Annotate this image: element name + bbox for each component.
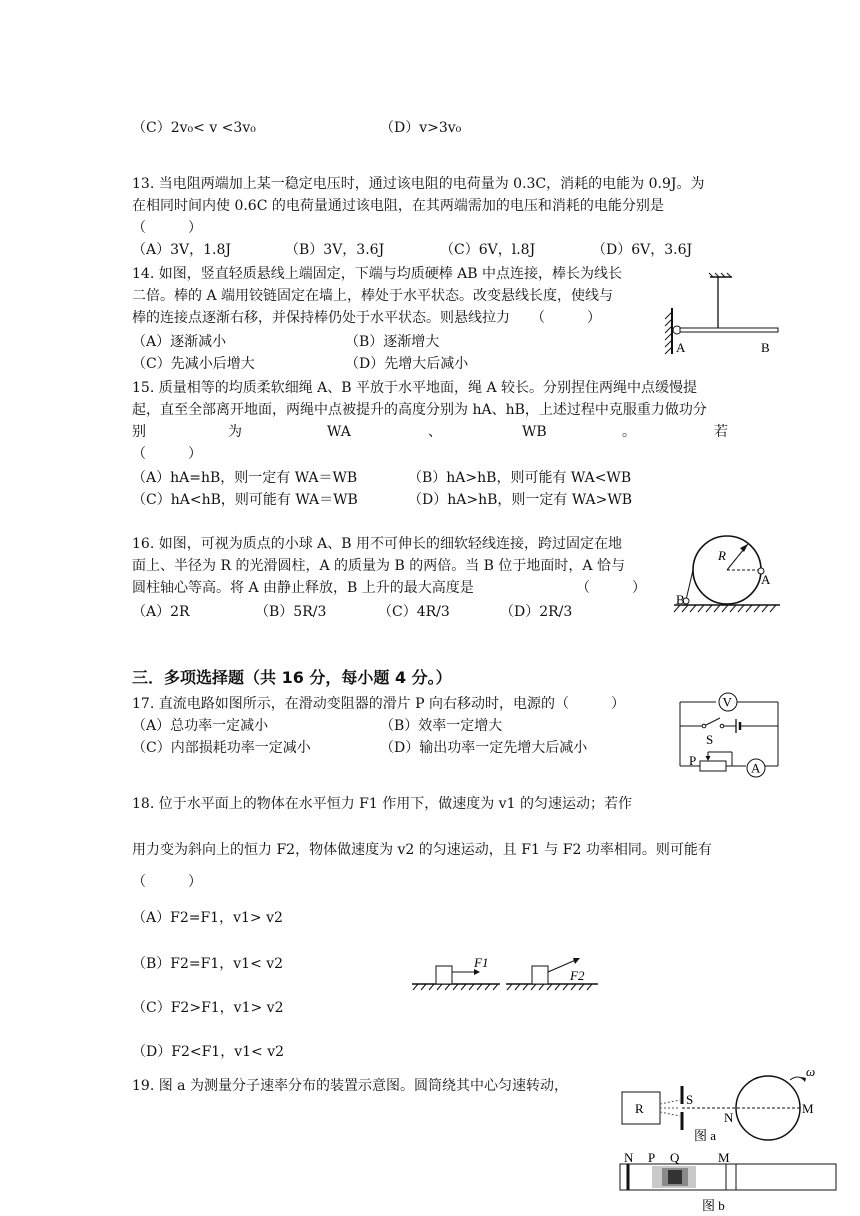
q17-circuit-figure [676,686,782,782]
q17-option-d: （D）输出功率一定先增大后减小 [380,740,588,756]
q13-option-a: （A）3V，1.8J [132,242,232,258]
q16-option-d: （D）2R/3 [500,604,573,620]
q17-fig-label-p: P [689,753,697,768]
q15-line3-f: 。 [622,424,636,440]
q17-fig-label-v: V [722,694,732,710]
q14-option-a: （A）逐渐减小 [132,334,227,350]
q19-figb-label-p: P [648,1150,656,1165]
q16-fig-label-a: A [761,572,771,587]
q15-line3-a: 别 [132,424,146,440]
q19-figa-label-s: S [686,1092,694,1107]
q14-fig-label-a: A [676,340,686,355]
q14-fig-label-b: B [761,340,770,355]
q12-option-c: （C）2v₀< v <3v₀ [132,120,256,136]
q14-figure [660,272,790,356]
q19-figures [618,1064,840,1214]
q15-line3-c: WA [327,424,351,440]
q17-line1: 17. 直流电路如图所示，在滑动变阻器的滑片 P 向右移动时，电源的（ ） [132,696,626,712]
q14-line2: 二倍。棒的 A 端用铰链固定在墙上，棒处于水平状态。改变悬线长度，使线与 [132,288,614,304]
q17-fig-label-a: A [751,760,761,776]
q14-option-c: （C）先减小后增大 [132,356,255,372]
q15-option-a: （A）hA=hB，则一定有 WA＝WB [132,470,358,486]
q16-option-a: （A）2R [132,604,190,620]
q19-figa-label-n: N [724,1110,734,1125]
q18-option-a: （A）F2=F1，v1> v2 [132,910,283,926]
q14-line1: 14. 如图，竖直轻质悬线上端固定，下端与均质硬棒 AB 中点连接，棒长为线长 [132,266,623,282]
q16-fig-label-b: B [676,592,685,607]
q15-line4: （ ） [132,446,202,462]
q18-line3: （ ） [132,874,202,890]
q15-line1: 15. 质量相等的均质柔软细绳 A、B 平放于水平地面，绳 A 较长。分别捏住两绳中点缓慢提 [132,380,698,396]
q12-option-d: （D）v>3v₀ [380,120,462,136]
q17-fig-label-s: S [706,732,714,747]
q18-line2: 用力变为斜向上的恒力 F2，物体做速度为 v2 的匀速运动，且 F1 与 F2 功率相同。则可能有 [132,842,712,858]
q13-line2: 在相同时间内使 0.6C 的电荷量通过该电阻，在其两端需加的电压和消耗的电能分别是 [132,198,664,214]
q18-option-c: （C）F2>F1，v1> v2 [132,1000,284,1016]
q17-option-b: （B）效率一定增大 [380,718,503,734]
q15-line3-d: 、 [428,424,442,440]
q13-option-c: （C）6V，l.8J [440,242,536,258]
q15-line3-b: 为 [228,424,242,440]
q18-fig-label-f1: F1 [474,955,489,970]
q16-fig-label-r: R [718,548,726,563]
q19-figa-label-m: M [802,1101,814,1116]
q18-fig-label-f2: F2 [570,968,585,983]
q16-line3: 圆柱轴心等高。将 A 由静止释放，B 上升的最大高度是 [132,580,474,596]
q14-line3: 棒的连接点逐渐右移，并保持棒仍处于水平状态。则悬线拉力 （ ） [132,310,601,326]
q14-option-d: （D）先增大后减小 [345,356,469,372]
q19-figb-label-q: Q [670,1150,680,1165]
q19-figa-caption: 图 a [694,1128,717,1143]
q16-line2: 面上、半径为 R 的光滑圆柱，A 的质量为 B 的两倍。当 B 位于地面时，A 恰与 [132,558,625,574]
q19-line1: 19. 图 a 为测量分子速率分布的装置示意图。圆筒绕其中心匀速转动， [132,1078,568,1094]
q17-option-a: （A）总功率一定减小 [132,718,269,734]
q19-figb-caption: 图 b [702,1198,725,1213]
section-3-heading: 三．多项选择题（共 16 分，每小题 4 分。） [132,668,452,687]
q19-figb-label-n: N [624,1150,634,1165]
q16-option-b: （B）5R/3 [255,604,327,620]
q16-figure [672,534,782,616]
q16-line1: 16. 如图，可视为质点的小球 A、B 用不可伸长的细软轻线连接，跨过固定在地 [132,536,623,552]
q18-option-d: （D）F2<F1，v1< v2 [132,1044,285,1060]
q19-figb-label-m: M [718,1150,730,1165]
q15-line3-e: WB [522,424,547,440]
q13-option-b: （B）3V，3.6J [285,242,385,258]
q15-option-c: （C）hA<hB，则可能有 WA＝WB [132,492,358,508]
q15-option-d: （D）hA>hB，则一定有 WA>WB [408,492,633,508]
q16-line3-bracket: （ ） [576,580,646,596]
q16-option-c: （C）4R/3 [378,604,450,620]
q19-figa-label-r: R [635,1101,644,1116]
q18-line1: 18. 位于水平面上的物体在水平恒力 F1 作用下，做速度为 v1 的匀速运动；若作 [132,796,632,812]
q18-force-figure [410,954,600,994]
q19-figa-omega-icon: ω [806,1064,816,1079]
q13-line1: 13. 当电阻两端加上某一稳定电压时，通过该电阻的电荷量为 0.3C，消耗的电能为 0.9J。为 [132,176,705,192]
q17-option-c: （C）内部损耗功率一定减小 [132,740,311,756]
q15-line3-g: 若 [714,424,728,440]
q15-option-b: （B）hA>hB，则可能有 WA<WB [408,470,632,486]
q13-line3: （ ） [132,220,202,236]
q15-line2: 起，直至全部离开地面，两绳中点被提升的高度分别为 hA、hB，上述过程中克服重力做功分 [132,402,707,418]
q13-option-d: （D）6V，3.6J [592,242,693,258]
q18-option-b: （B）F2=F1，v1< v2 [132,956,284,972]
q14-option-b: （B）逐渐增大 [345,334,440,350]
